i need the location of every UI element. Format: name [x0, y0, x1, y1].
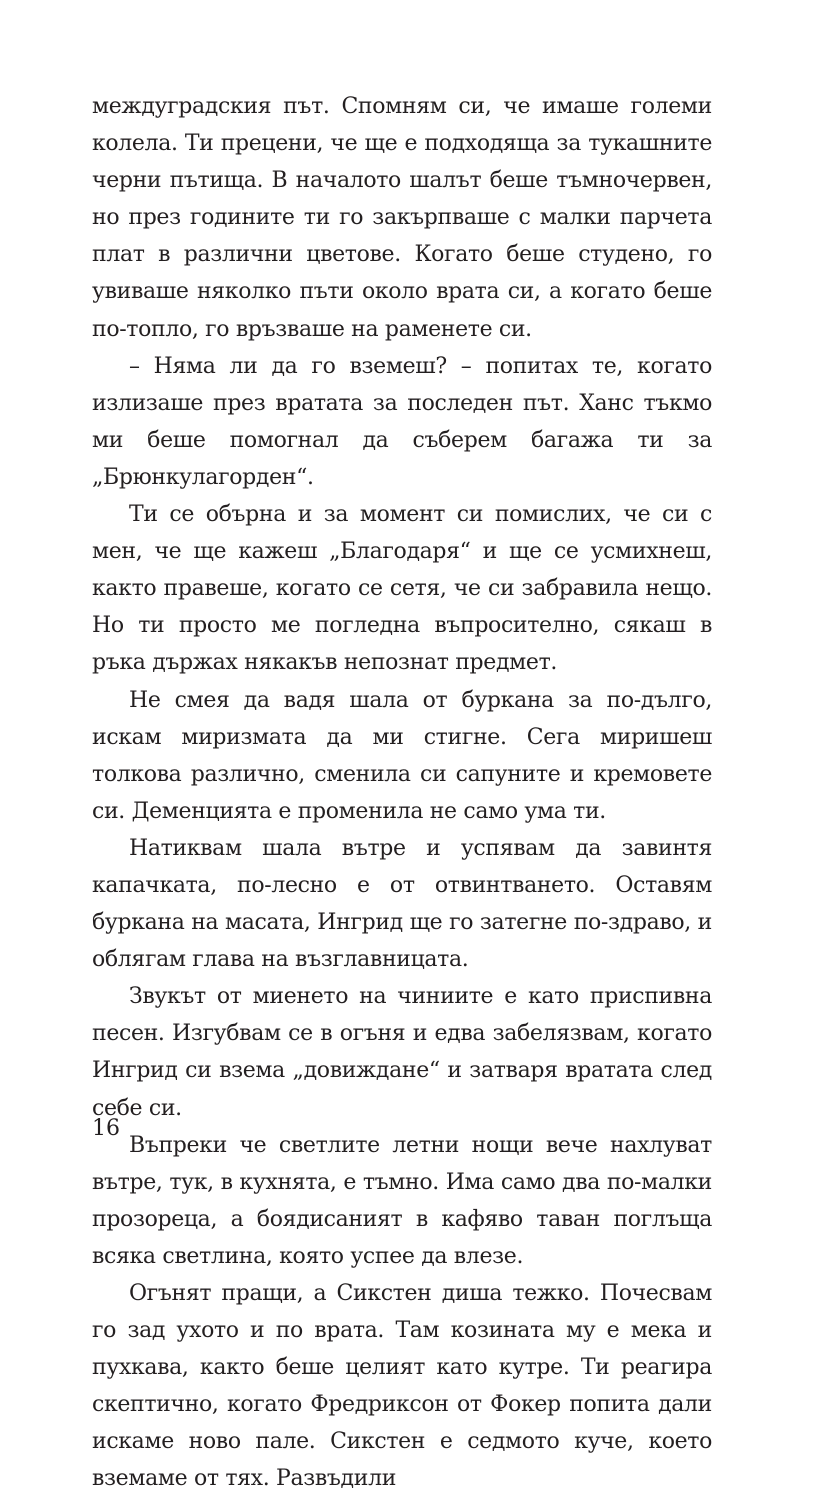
- body-text: [92, 88, 712, 1498]
- paragraph: Не смея да вадя шала от буркана за по-дълго, искам миризмата да ми стигне. Сега миришеш толкова различно, сменила си сапуните и кремовете си. Деменцията е променила не само ума ти.: [92, 687, 712, 824]
- paragraph: Звукът от миенето на чиниите е като приспивна песен. Изгубвам се в огъня и едва забелязвам, когато Ингрид си взема „довиждане“ и затваря вратата след себе си.: [92, 984, 712, 1121]
- paragraph-dialogue: – Няма ли да го вземеш? – попитах те, когато излизаше през вратата за последен път. Ханс тъкмо ми беше помогнал да съберем багажа ти за „Брюнкулагорден“.: [92, 353, 712, 490]
- page-number: 16: [92, 1116, 120, 1141]
- paragraph: Натиквам шала вътре и успявам да завинтя капачката, по-лесно е от отвинтването. Оставям буркана на масата, Ингрид ще го затегне по-здраво, и облягам глава на възглавницата.: [92, 835, 712, 973]
- paragraph: Ти се обърна и за момент си помислих, че си с мен, че ще кажеш „Благодаря“ и ще се усмихнеш, както правеше, когато се сетя, че си забравила нещо. Но ти просто ме погледна въпросително, сякаш в ръка държах някакъв непознат предмет.: [92, 502, 712, 676]
- paragraph: Огънят пращи, а Сикстен диша тежко. Почесвам го зад ухото и по врата. Там козината му е мека и пухкава, както беше целият като кутре. Ти реагира скептично, когато Фредриксон от Фокер попита дали искаме ново пале. Сикстен е седмото куче, което вземаме от тях. Развъдили: [92, 1281, 712, 1492]
- paragraph-continued: междуградския път. Спомням си, че имаше големи колела. Ти прецени, че ще е подходяща за тукашните черни пътища. В началото шалът беше тъмночервен, но през годините ти го закърпваше с малки парчета плат в различни цветове. Когато беше студено, го увиваше няколко пъти около врата си, а когато беше по-топло, го връзваше на раменете си.: [92, 94, 712, 342]
- paragraph: Въпреки че светлите летни нощи вече нахлуват вътре, тук, в кухнята, е тъмно. Има само два по-малки прозореца, а боядисаният в кафяво таван поглъща всяка светлина, която успее да влезе.: [92, 1132, 712, 1269]
